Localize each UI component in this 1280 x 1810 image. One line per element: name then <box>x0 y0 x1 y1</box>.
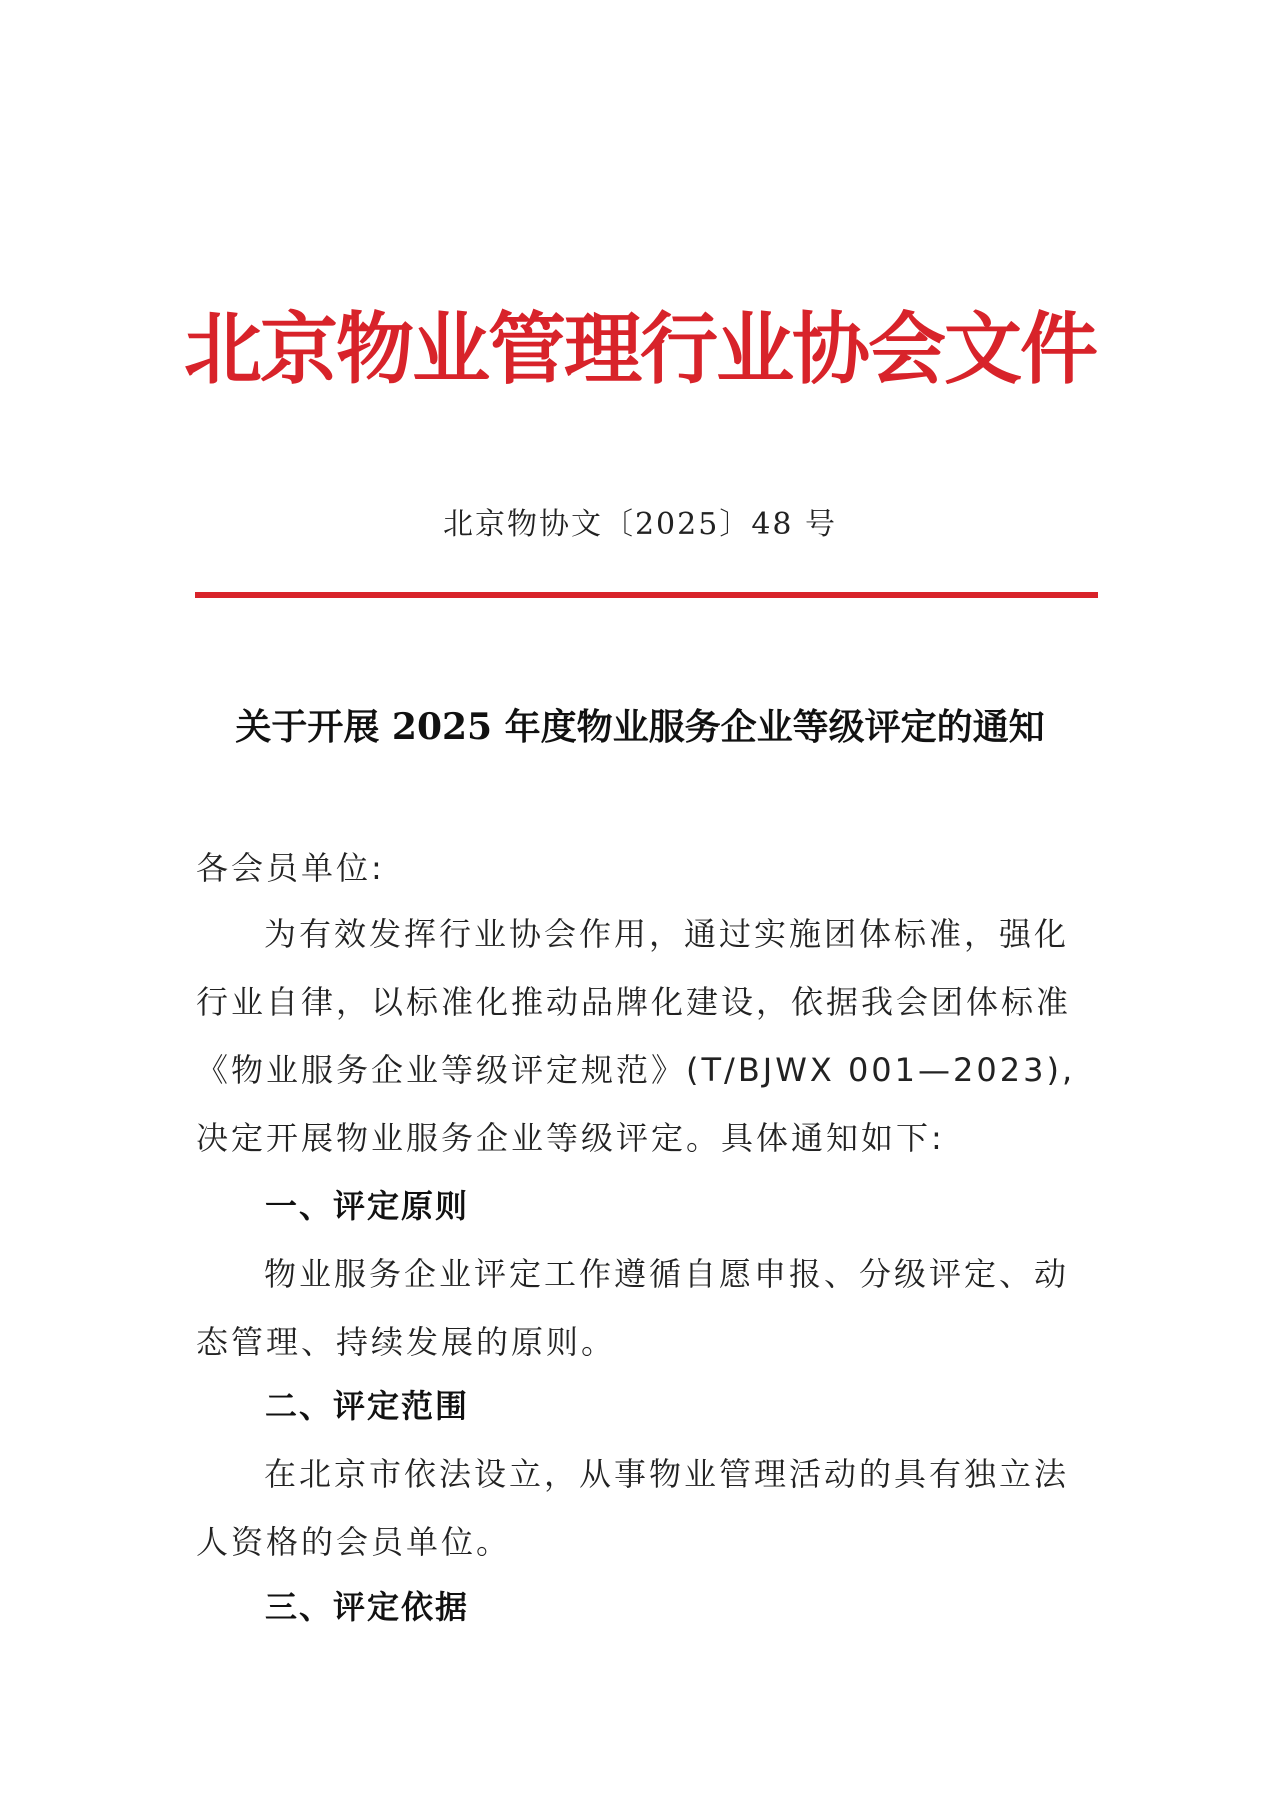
section-text-principles: 物业服务企业评定工作遵循自愿申报、分级评定、动态管理、持续发展的原则。 <box>196 1255 1070 1361</box>
letterhead-divider <box>195 592 1098 598</box>
notice-title: 关于开展 2025 年度物业服务企业等级评定的通知 <box>235 706 1045 748</box>
document-number: 北京物协文〔2025〕48 号 <box>442 507 838 542</box>
section-heading-scope: 二、评定范围 <box>265 1387 470 1425</box>
org-letterhead-title: 北京物业管理行业协会文件 <box>183 304 1096 395</box>
section-text-scope: 在北京市依法设立，从事物业管理活动的具有独立法人资格的会员单位。 <box>196 1455 1070 1561</box>
section-heading-principles: 一、评定原则 <box>265 1187 470 1225</box>
salutation: 各会员单位: <box>196 849 385 887</box>
intro-paragraph: 为有效发挥行业协会作用，通过实施团体标准，强化行业自律，以标准化推动品牌化建设，依据我会团体标准《物业服务企业等级评定规范》(T/BJWX 001—2023),决定开展物业服务企业等级评定。具体通知如下: <box>196 915 1076 1157</box>
section-heading-basis: 三、评定依据 <box>265 1588 470 1626</box>
